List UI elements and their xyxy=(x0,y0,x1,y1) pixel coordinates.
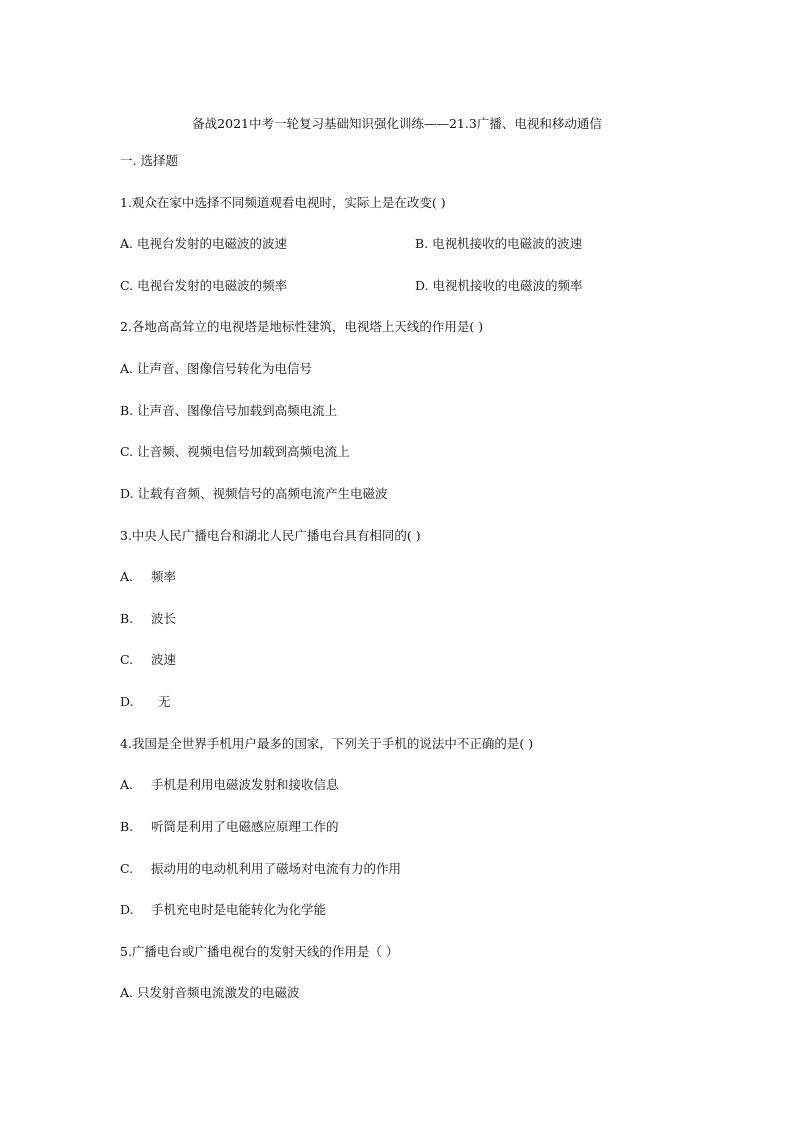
question-4-option-c xyxy=(120,861,401,877)
question-3-stem: 3.中央人民广播电台和湖北人民广播电台具有相同的( ) xyxy=(120,528,421,543)
question-2-option-a: A. 让声音、图像信号转化为电信号 xyxy=(120,361,312,376)
question-4-option-b xyxy=(120,819,339,835)
question-4-option-d xyxy=(120,902,326,918)
question-1-stem: 1.观众在家中选择不同频道观看电视时，实际上是在改变( ) xyxy=(120,195,446,210)
question-4-stem: 4.我国是全世界手机用户最多的国家，下列关于手机的说法中不正确的是( ) xyxy=(120,736,534,751)
option-letter: D. xyxy=(120,902,134,917)
page-title: 备战2021中考一轮复习基础知识强化训练——21.3广播、电视和移动通信 xyxy=(192,116,602,131)
question-2-option-c: C. 让音频、视频电信号加载到高频电流上 xyxy=(120,444,350,459)
question-4-option-a xyxy=(120,777,339,793)
option-letter: A. xyxy=(120,777,134,792)
section-heading: 一. 选择题 xyxy=(120,153,178,168)
option-letter: C. xyxy=(120,861,134,876)
option-text: 手机是利用电磁波发射和接收信息 xyxy=(151,777,339,792)
option-text: 振动用的电动机利用了磁场对电流有力的作用 xyxy=(151,861,402,876)
question-1-option-d: D. 电视机接收的电磁波的频率 xyxy=(415,278,583,293)
question-2-option-d: D. 让载有音频、视频信号的高频电流产生电磁波 xyxy=(120,486,388,501)
question-3-option-b xyxy=(120,611,176,627)
question-1-option-c: C. 电视台发射的电磁波的频率 xyxy=(120,278,288,293)
question-2-stem: 2.各地高高耸立的电视塔是地标性建筑，电视塔上天线的作用是( ) xyxy=(120,319,484,334)
option-letter: A. xyxy=(120,569,134,584)
question-5-option-a: A. 只发射音频电流激发的电磁波 xyxy=(120,985,300,1000)
option-text: 手机充电时是电能转化为化学能 xyxy=(151,902,327,917)
question-2-option-b: B. 让声音、图像信号加载到高频电流上 xyxy=(120,403,338,418)
question-3-option-c xyxy=(120,652,176,668)
option-text: 听筒是利用了电磁感应原理工作的 xyxy=(151,819,339,834)
option-text: 波长 xyxy=(151,611,177,626)
option-letter: D. xyxy=(120,694,134,709)
question-5-stem: 5.广播电台或广播电视台的发射天线的作用是（ ） xyxy=(120,944,399,959)
option-letter: C. xyxy=(120,652,134,667)
option-letter: B. xyxy=(120,819,134,834)
option-text: 无 xyxy=(158,694,171,709)
question-1-option-a: A. 电视台发射的电磁波的波速 xyxy=(120,236,287,251)
question-3-option-a xyxy=(120,569,176,585)
question-1-option-b: B. 电视机接收的电磁波的波速 xyxy=(415,236,583,251)
option-text: 频率 xyxy=(151,569,177,584)
option-letter: B. xyxy=(120,611,134,626)
option-text: 波速 xyxy=(151,652,177,667)
question-3-option-d xyxy=(120,694,171,710)
